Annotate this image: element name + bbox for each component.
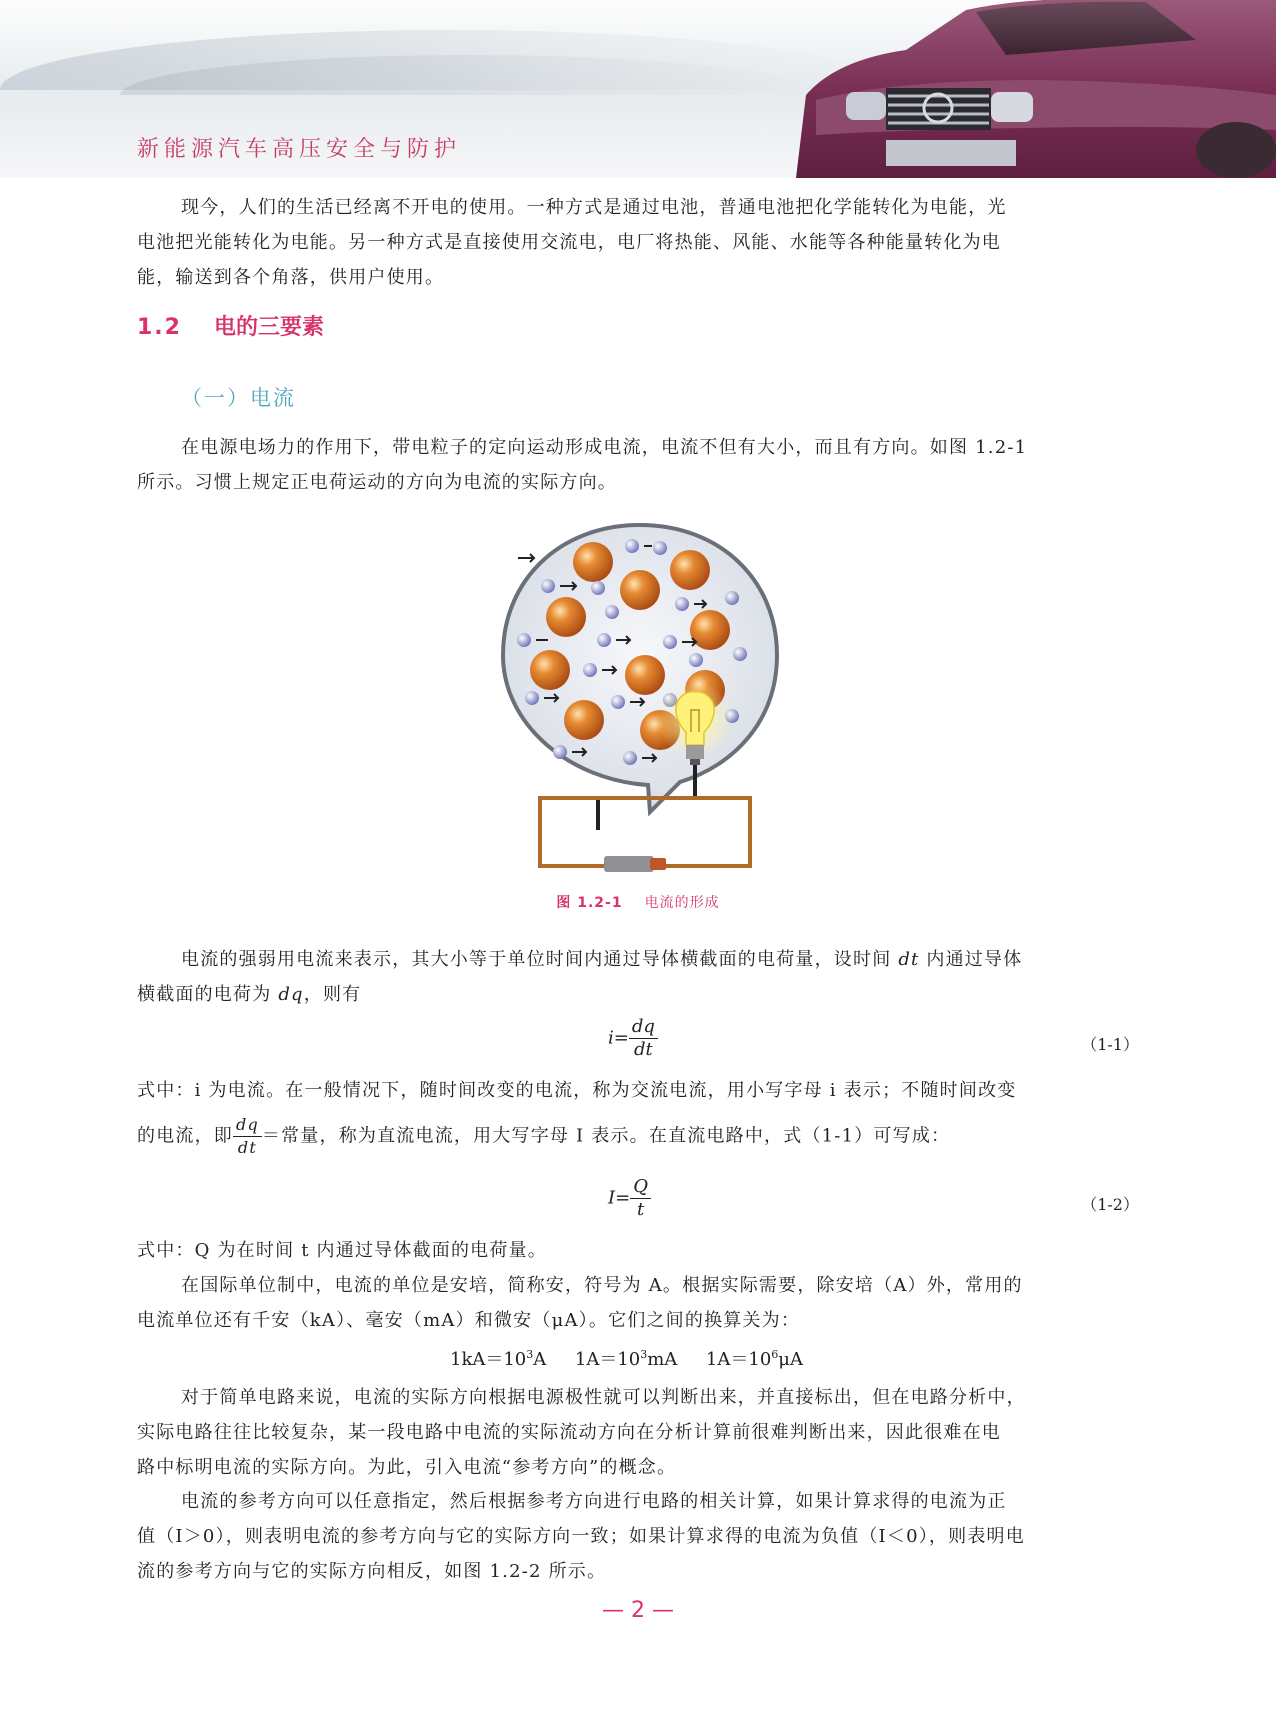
direction-line-2: 实际电路往往比较复杂，某一段电路中电流的实际流动方向在分析计算前很难判断出来，因此很难在电	[137, 1422, 1001, 1443]
equation-1-1: i= $\frac{dq}{dt}$	[608, 1016, 658, 1061]
where1-text-3: ＝常量，称为直流电流，用大写字母 I 表示。在直流电路中，式（1-1）可写成：	[261, 1125, 951, 1147]
unit-conversion	[450, 1345, 803, 1371]
units-line-2: 电流单位还有千安（kA）、毫安（mA）和微安（μA）。它们之间的换算关为：	[137, 1310, 801, 1331]
direction-line-3: 路中标明电流的实际方向。为此，引入电流“参考方向”的概念。	[137, 1457, 677, 1478]
eq1-fraction	[629, 1016, 658, 1061]
conv-ua: 1A＝10	[705, 1349, 772, 1370]
conv-ua-exp: 6	[771, 1348, 779, 1361]
conv-ka-exp: 3	[526, 1348, 534, 1361]
strength-text-4: ，则有	[303, 984, 362, 1005]
definition-line-2: 所示。习惯上规定正电荷运动的方向为电流的实际方向。	[137, 472, 617, 493]
figure-number: 图 1.2-1	[556, 895, 623, 911]
page-number: — 2 —	[602, 1598, 674, 1623]
eq2-denominator: t	[636, 1199, 645, 1220]
eq2-numerator: Q	[630, 1176, 651, 1199]
reference-line-3: 流的参考方向与它的实际方向相反，如图 1.2-2 所示。	[137, 1561, 607, 1582]
section-heading	[137, 310, 324, 341]
page-header-banner	[0, 0, 1276, 178]
where-paragraph-1	[137, 1073, 1139, 1108]
eq2-fraction	[630, 1176, 651, 1221]
subsection-heading: （一）电流	[181, 386, 296, 410]
equation-1-2-label: （1-2）	[1081, 1195, 1139, 1214]
intro-line-2: 电池把光能转化为电能。另一种方式是直接使用交流电，电厂将热能、风能、水能等各种能量转化为电	[137, 232, 1001, 253]
book-title: 新能源汽车高压安全与防护	[137, 137, 462, 162]
conv-ma-unit: mA	[647, 1349, 678, 1370]
reference-direction-paragraph	[137, 1484, 1139, 1589]
eq1-numerator: dq	[629, 1016, 658, 1039]
car-photo-decoration	[776, 0, 1276, 178]
eq2-lhs: I	[608, 1187, 616, 1209]
inline-frac-denominator: dt	[237, 1138, 257, 1157]
conv-ka: 1kA＝10	[450, 1349, 527, 1370]
conv-ka-unit: A	[533, 1349, 547, 1370]
definition-line-1: 在电源电场力的作用下，带电粒子的定向运动形成电流，电流不但有大小，而且有方向。如图 1.2-1	[181, 437, 1028, 458]
where1-text-2: 的电流，即	[137, 1125, 233, 1147]
current-formation-illustration	[500, 520, 780, 875]
section-number: 1.2	[137, 315, 182, 340]
equation-1-2: I= $\frac{Q}{t}$	[608, 1176, 651, 1221]
figure-caption	[0, 892, 1276, 912]
where1-line-1: 式中：i 为电流。在一般情况下，随时间改变的电流，称为交流电流，用小写字母 i 表示；不随时间改变	[137, 1080, 1017, 1101]
current-strength-paragraph	[137, 942, 1139, 1012]
intro-line-3: 能，输送到各个角落，供用户使用。	[137, 267, 445, 288]
inline-frac-numerator: dq	[233, 1114, 262, 1137]
where-paragraph-1b	[137, 1114, 1139, 1159]
eq1-denominator: dt	[634, 1039, 653, 1060]
var-dt: dt	[898, 949, 920, 970]
current-definition-paragraph	[137, 430, 1139, 500]
conv-ua-unit: μA	[778, 1349, 803, 1370]
where-paragraph-2	[137, 1233, 1139, 1268]
var-dq: dq	[278, 984, 304, 1005]
direction-paragraph	[137, 1380, 1139, 1485]
eq1-lhs: i	[608, 1027, 614, 1049]
units-line-1: 在国际单位制中，电流的单位是安培，简称安，符号为 A。根据实际需要，除安培（A）外，常用的	[181, 1275, 1023, 1296]
conv-ma: 1A＝10	[574, 1349, 641, 1370]
reference-line-2: 值（I＞0），则表明电流的参考方向与它的实际方向一致；如果计算求得的电流为负值（I＜0），则表明电	[137, 1526, 1025, 1547]
section-title: 电的三要素	[213, 315, 324, 340]
strength-text-2: 内通过导体	[926, 949, 1023, 970]
strength-text-1: 电流的强弱用电流来表示，其大小等于单位时间内通过导体横截面的电荷量，设时间	[181, 949, 892, 970]
reference-line-1: 电流的参考方向可以任意指定，然后根据参考方向进行电路的相关计算，如果计算求得的电流为正	[181, 1491, 1007, 1512]
where2-line: 式中：Q 为在时间 t 内通过导体截面的电荷量。	[137, 1240, 547, 1261]
conv-ma-exp: 3	[640, 1348, 648, 1361]
units-paragraph	[137, 1268, 1139, 1338]
intro-paragraph	[137, 190, 1139, 295]
strength-text-3: 横截面的电荷为	[137, 984, 272, 1005]
direction-line-1: 对于简单电路来说，电流的实际方向根据电源极性就可以判断出来，并直接标出，但在电路分析中，	[181, 1387, 1026, 1408]
intro-line-1: 现今，人们的生活已经离不开电的使用。一种方式是通过电池，普通电池把化学能转化为电能，光	[181, 197, 1007, 218]
equation-1-1-label: （1-1）	[1081, 1035, 1139, 1054]
figure-caption-text: 电流的形成	[644, 895, 720, 911]
inline-fraction-dq-dt	[233, 1114, 262, 1159]
